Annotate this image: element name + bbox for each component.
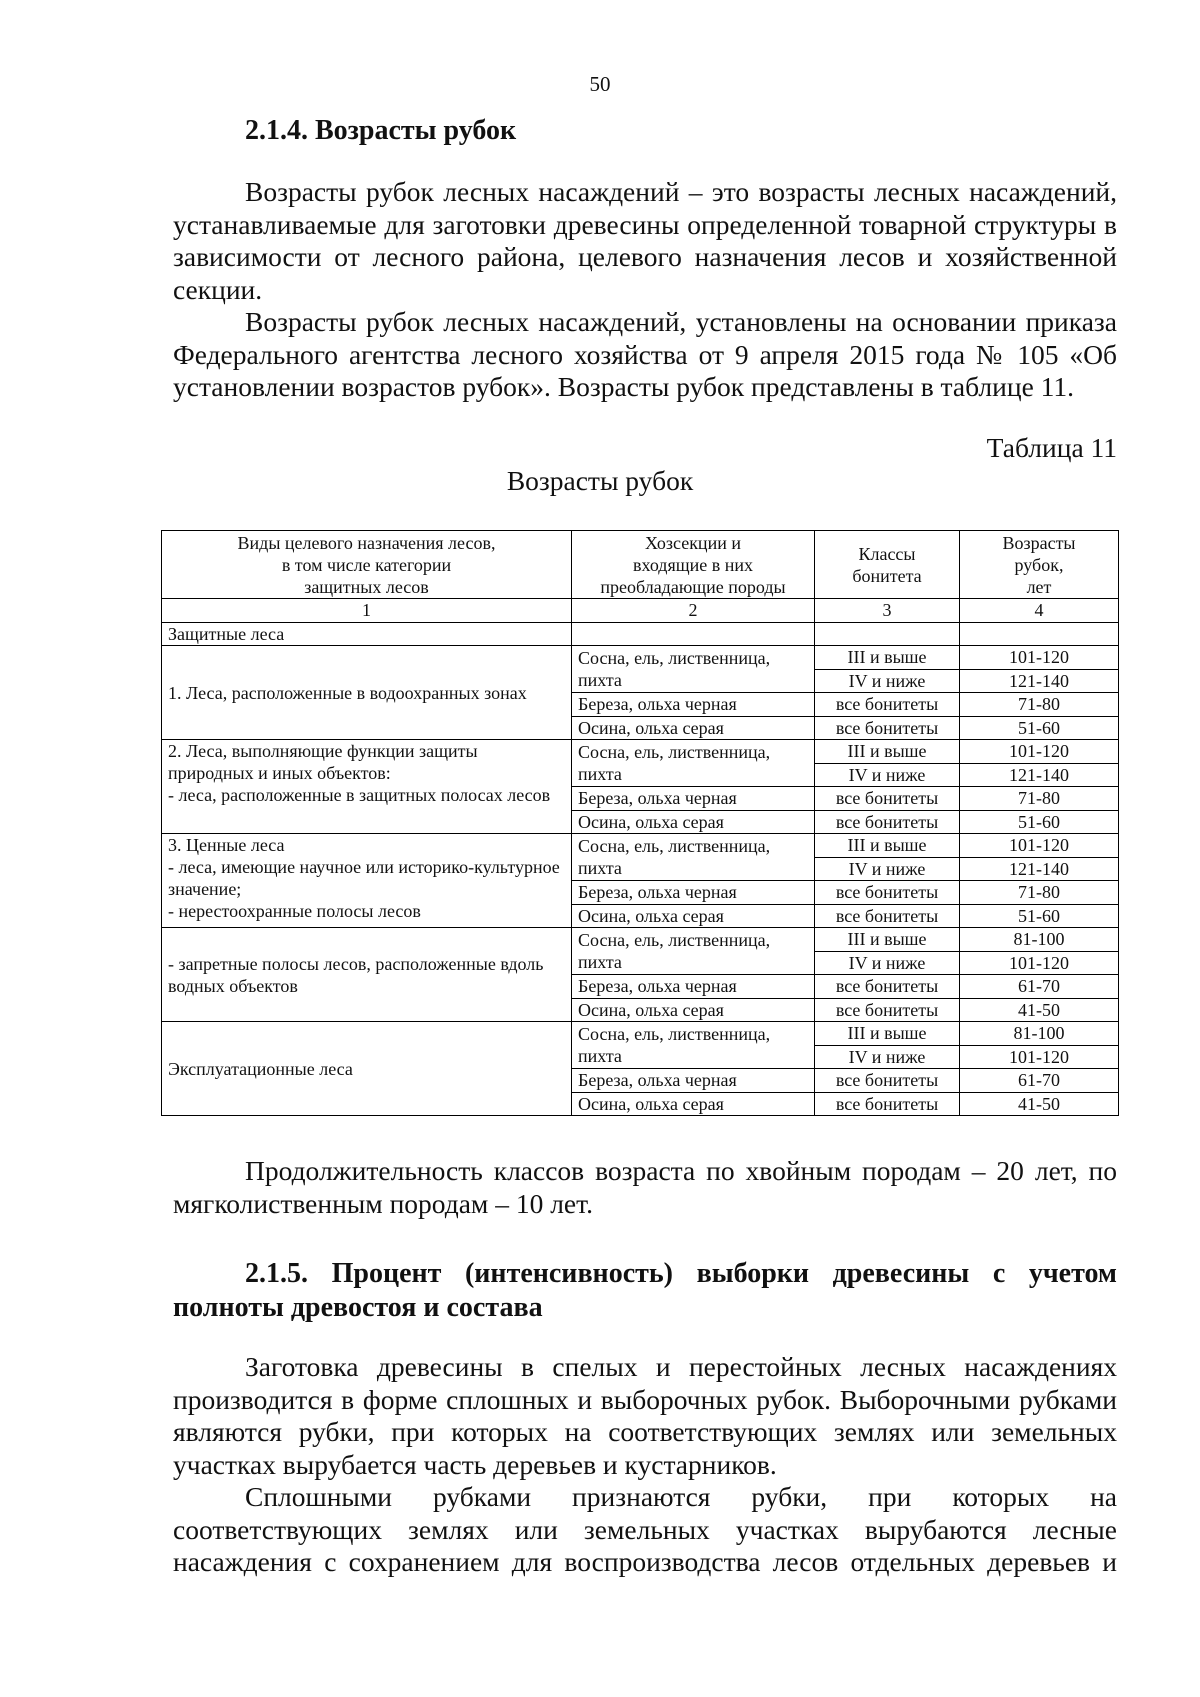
species-cell: Береза, ольха черная	[572, 693, 815, 717]
age-cell: 71-80	[960, 881, 1119, 905]
bonitet-cell: все бонитеты	[815, 904, 960, 928]
age-cell: 51-60	[960, 810, 1119, 834]
age-cell: 121-140	[960, 669, 1119, 693]
bonitet-cell: все бонитеты	[815, 975, 960, 999]
species-cell: Сосна, ель, лиственница, пихта	[572, 740, 815, 787]
species-cell: Сосна, ель, лиственница, пихта	[572, 834, 815, 881]
bonitet-cell: IV и ниже	[815, 669, 960, 693]
column-number: 2	[572, 599, 815, 623]
species-cell: Береза, ольха черная	[572, 787, 815, 811]
column-number: 4	[960, 599, 1119, 623]
header-bonitet: Классы бонитета	[815, 531, 960, 599]
bonitet-cell: III и выше	[815, 928, 960, 952]
table-cell	[815, 622, 960, 646]
species-cell: Сосна, ель, лиственница, пихта	[572, 928, 815, 975]
species-cell: Осина, ольха серая	[572, 904, 815, 928]
age-cell: 41-50	[960, 998, 1119, 1022]
bonitet-cell: IV и ниже	[815, 763, 960, 787]
species-cell: Осина, ольха серая	[572, 810, 815, 834]
age-cell: 81-100	[960, 928, 1119, 952]
page-number: 50	[589, 72, 611, 96]
bonitet-cell: IV и ниже	[815, 1045, 960, 1069]
paragraph: Продолжительность классов возраста по хвойным породам – 20 лет, по мягколиственным породам – 10 лет.	[173, 1155, 1117, 1219]
bonitet-cell: IV и ниже	[815, 951, 960, 975]
paragraph: Сплошными рубками признаются рубки, при которых на соответствующих землях или земельных участках вырубаются лесные насаждения с сохранением для воспроизводства лесов отдельных деревьев и	[173, 1481, 1117, 1577]
header-forest-purpose: Виды целевого назначения лесов, в том числе категории защитных лесов	[162, 531, 572, 599]
bonitet-cell: все бонитеты	[815, 998, 960, 1022]
bonitet-cell: все бонитеты	[815, 716, 960, 740]
table-number: Таблица 11	[986, 432, 1117, 463]
forest-category-cell: - запретные полосы лесов, расположенные вдоль водных объектов	[162, 928, 572, 1022]
age-cell: 71-80	[960, 693, 1119, 717]
species-cell: Сосна, ель, лиственница, пихта	[572, 1022, 815, 1069]
table-column-numbers-row	[162, 599, 1119, 623]
age-cell: 51-60	[960, 716, 1119, 740]
header-species: Хозсекции и входящие в них преобладающие породы	[572, 531, 815, 599]
table-row	[162, 834, 1119, 858]
bonitet-cell: все бонитеты	[815, 1092, 960, 1116]
table-header-row	[162, 531, 1119, 599]
species-cell: Береза, ольха черная	[572, 881, 815, 905]
bonitet-cell: все бонитеты	[815, 881, 960, 905]
bonitet-cell: все бонитеты	[815, 1069, 960, 1093]
age-cell: 101-120	[960, 834, 1119, 858]
age-cell: 121-140	[960, 857, 1119, 881]
protective-forests-label: Защитные леса	[162, 622, 572, 646]
age-cell: 71-80	[960, 787, 1119, 811]
section-2-1-5	[173, 1257, 1117, 1579]
species-cell: Береза, ольха черная	[572, 1069, 815, 1093]
paragraph: Заготовка древесины в спелых и перестойных лесных насаждениях производится в форме сплошных и выборочных рубок. Выборочными рубками являются рубки, при которых на соответствующих землях или земельных участках вырубается часть деревьев и кустарников.	[173, 1351, 1117, 1480]
bonitet-cell: III и выше	[815, 834, 960, 858]
column-number: 1	[162, 599, 572, 623]
table-row	[162, 1022, 1119, 1046]
forest-category-cell: 2. Леса, выполняющие функции защиты природных и иных объектов: - леса, расположенные в защитных полосах лесов	[162, 740, 572, 834]
age-cell: 101-120	[960, 740, 1119, 764]
section-2-1-4	[173, 114, 1117, 404]
age-cell: 61-70	[960, 975, 1119, 999]
cutting-age-table	[161, 530, 1119, 1116]
age-cell: 81-100	[960, 1022, 1119, 1046]
age-cell: 101-120	[960, 1045, 1119, 1069]
species-cell: Осина, ольха серая	[572, 998, 815, 1022]
forest-category-cell: 3. Ценные леса - леса, имеющие научное или историко-культурное значение; - нерестоохранные полосы лесов	[162, 834, 572, 928]
column-number: 3	[815, 599, 960, 623]
table-row	[162, 740, 1119, 764]
table-title: Возрасты рубок	[506, 465, 694, 496]
age-cell: 101-120	[960, 951, 1119, 975]
species-cell: Береза, ольха черная	[572, 975, 815, 999]
bonitet-cell: III и выше	[815, 740, 960, 764]
paragraph: Возрасты рубок лесных насаждений – это возрасты лесных насаждений, устанавливаемые для заготовки древесины определенной товарной структуры в зависимости от лесного района, целевого назначения лесов и хозяйственной секции.	[173, 176, 1117, 305]
age-cell: 51-60	[960, 904, 1119, 928]
bonitet-cell: IV и ниже	[815, 857, 960, 881]
species-cell: Сосна, ель, лиственница, пихта	[572, 646, 815, 693]
bonitet-cell: III и выше	[815, 646, 960, 670]
forest-category-cell: Эксплуатационные леса	[162, 1022, 572, 1116]
age-cell: 61-70	[960, 1069, 1119, 1093]
age-cell: 101-120	[960, 646, 1119, 670]
table-row	[162, 928, 1119, 952]
section-heading: 2.1.5. Процент (интенсивность) выборки древесины с учетом полноты древостоя и состава	[173, 1258, 1117, 1323]
table-row	[162, 622, 1119, 646]
section-heading: 2.1.4. Возрасты рубок	[245, 115, 517, 146]
table-cell	[960, 622, 1119, 646]
header-cutting-age: Возрасты рубок, лет	[960, 531, 1119, 599]
table-row	[162, 646, 1119, 670]
bonitet-cell: все бонитеты	[815, 787, 960, 811]
age-cell: 41-50	[960, 1092, 1119, 1116]
bonitet-cell: все бонитеты	[815, 693, 960, 717]
bonitet-cell: III и выше	[815, 1022, 960, 1046]
age-cell: 121-140	[960, 763, 1119, 787]
species-cell: Осина, ольха серая	[572, 1092, 815, 1116]
table-cell	[572, 622, 815, 646]
after-table-text	[173, 1155, 1117, 1220]
species-cell: Осина, ольха серая	[572, 716, 815, 740]
paragraph: Возрасты рубок лесных насаждений, установлены на основании приказа Федерального агентства лесного хозяйства от 9 апреля 2015 года № 105 «Об установлении возрастов рубок». Возрасты рубок представлены в таблице 11.	[173, 306, 1117, 402]
bonitet-cell: все бонитеты	[815, 810, 960, 834]
forest-category-cell: 1. Леса, расположенные в водоохранных зонах	[162, 646, 572, 740]
